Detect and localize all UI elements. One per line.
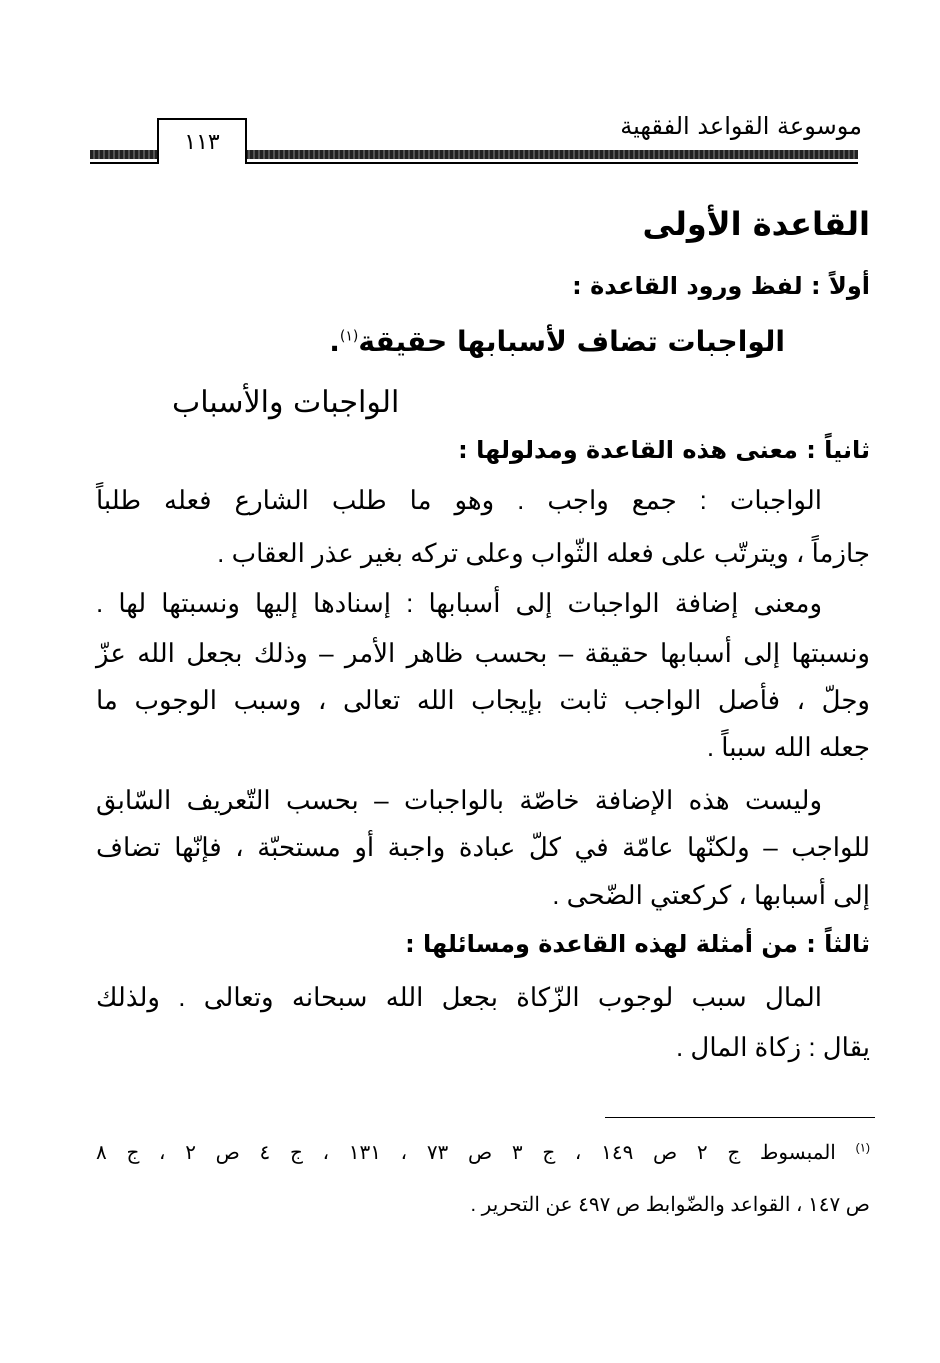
section1-title: أولاً : لفظ ورود القاعدة : bbox=[572, 272, 870, 300]
section2-line-9: إلى أسبابها ، كركعتي الضّحى . bbox=[552, 880, 870, 910]
footnote-text-1: المبسوط ج ٢ ص ١٤٩ ، ج ٣ ص ٧٣ ، ١٣١ ، ج ٤ ص ٢ ، ج ٨ bbox=[96, 1142, 836, 1164]
side-title: الواجبات والأسباب bbox=[172, 385, 400, 420]
section2-line-4: ونسبتها إلى أسبابها حقيقة – بحسب ظاهر الأمر – وذلك بجعل الله عزّ bbox=[96, 638, 870, 668]
section2-line-1: الواجبات : جمع واجب . وهو ما طلب الشارع فعله طلباً bbox=[96, 485, 822, 515]
footnote-line-1 bbox=[96, 1140, 870, 1165]
rule-end: . bbox=[329, 325, 340, 358]
running-title: موسوعة القواعد الفقهية bbox=[620, 112, 862, 140]
section2-line-2: جازماً ، ويترتّب على فعله الثّواب وعلى تركه بغير عذر العقاب . bbox=[217, 538, 870, 568]
section3-title: ثالثاً : من أمثلة لهذه القاعدة ومسائلها : bbox=[405, 930, 870, 958]
footnote-mark: (١) bbox=[855, 1140, 871, 1155]
page-number: ١١٣ bbox=[157, 118, 247, 164]
section2-line-6: جعله الله سبباً . bbox=[706, 732, 870, 762]
section3-line-2: يقال : زكاة المال . bbox=[675, 1032, 870, 1062]
rule-text: الواجبات تضاف لأسبابها حقيقة bbox=[358, 325, 785, 358]
section2-title: ثانياً : معنى هذه القاعدة ومدلولها : bbox=[458, 436, 870, 464]
section2-line-7: وليست هذه الإضافة خاصّة بالواجبات – بحسب التّعريف السّابق bbox=[96, 785, 822, 815]
chapter-heading: القاعدة الأولى bbox=[642, 205, 870, 243]
section2-line-5: وجلّ ، فأصل الواجب ثابت بإيجاب الله تعالى ، وسبب الوجوب ما bbox=[96, 685, 870, 715]
footnote-separator bbox=[605, 1117, 875, 1118]
rule-statement bbox=[329, 325, 785, 358]
rule-footnote-mark: (١) bbox=[339, 328, 359, 345]
section2-line-8: للواجب – ولكنّها عامّة في كلّ عبادة واجبة أو مستحبّة ، فإنّها تضاف bbox=[96, 832, 870, 862]
section2-line-3: ومعنى إضافة الواجبات إلى أسبابها : إسنادها إليها ونسبتها لها . bbox=[96, 588, 822, 618]
section3-line-1: المال سبب لوجوب الزّكاة بجعل الله سبحانه وتعالى . ولذلك bbox=[96, 982, 822, 1012]
footnote-line-2: ص ١٤٧ ، القواعد والضّوابط ص ٤٩٧ عن التحرير . bbox=[470, 1194, 870, 1216]
